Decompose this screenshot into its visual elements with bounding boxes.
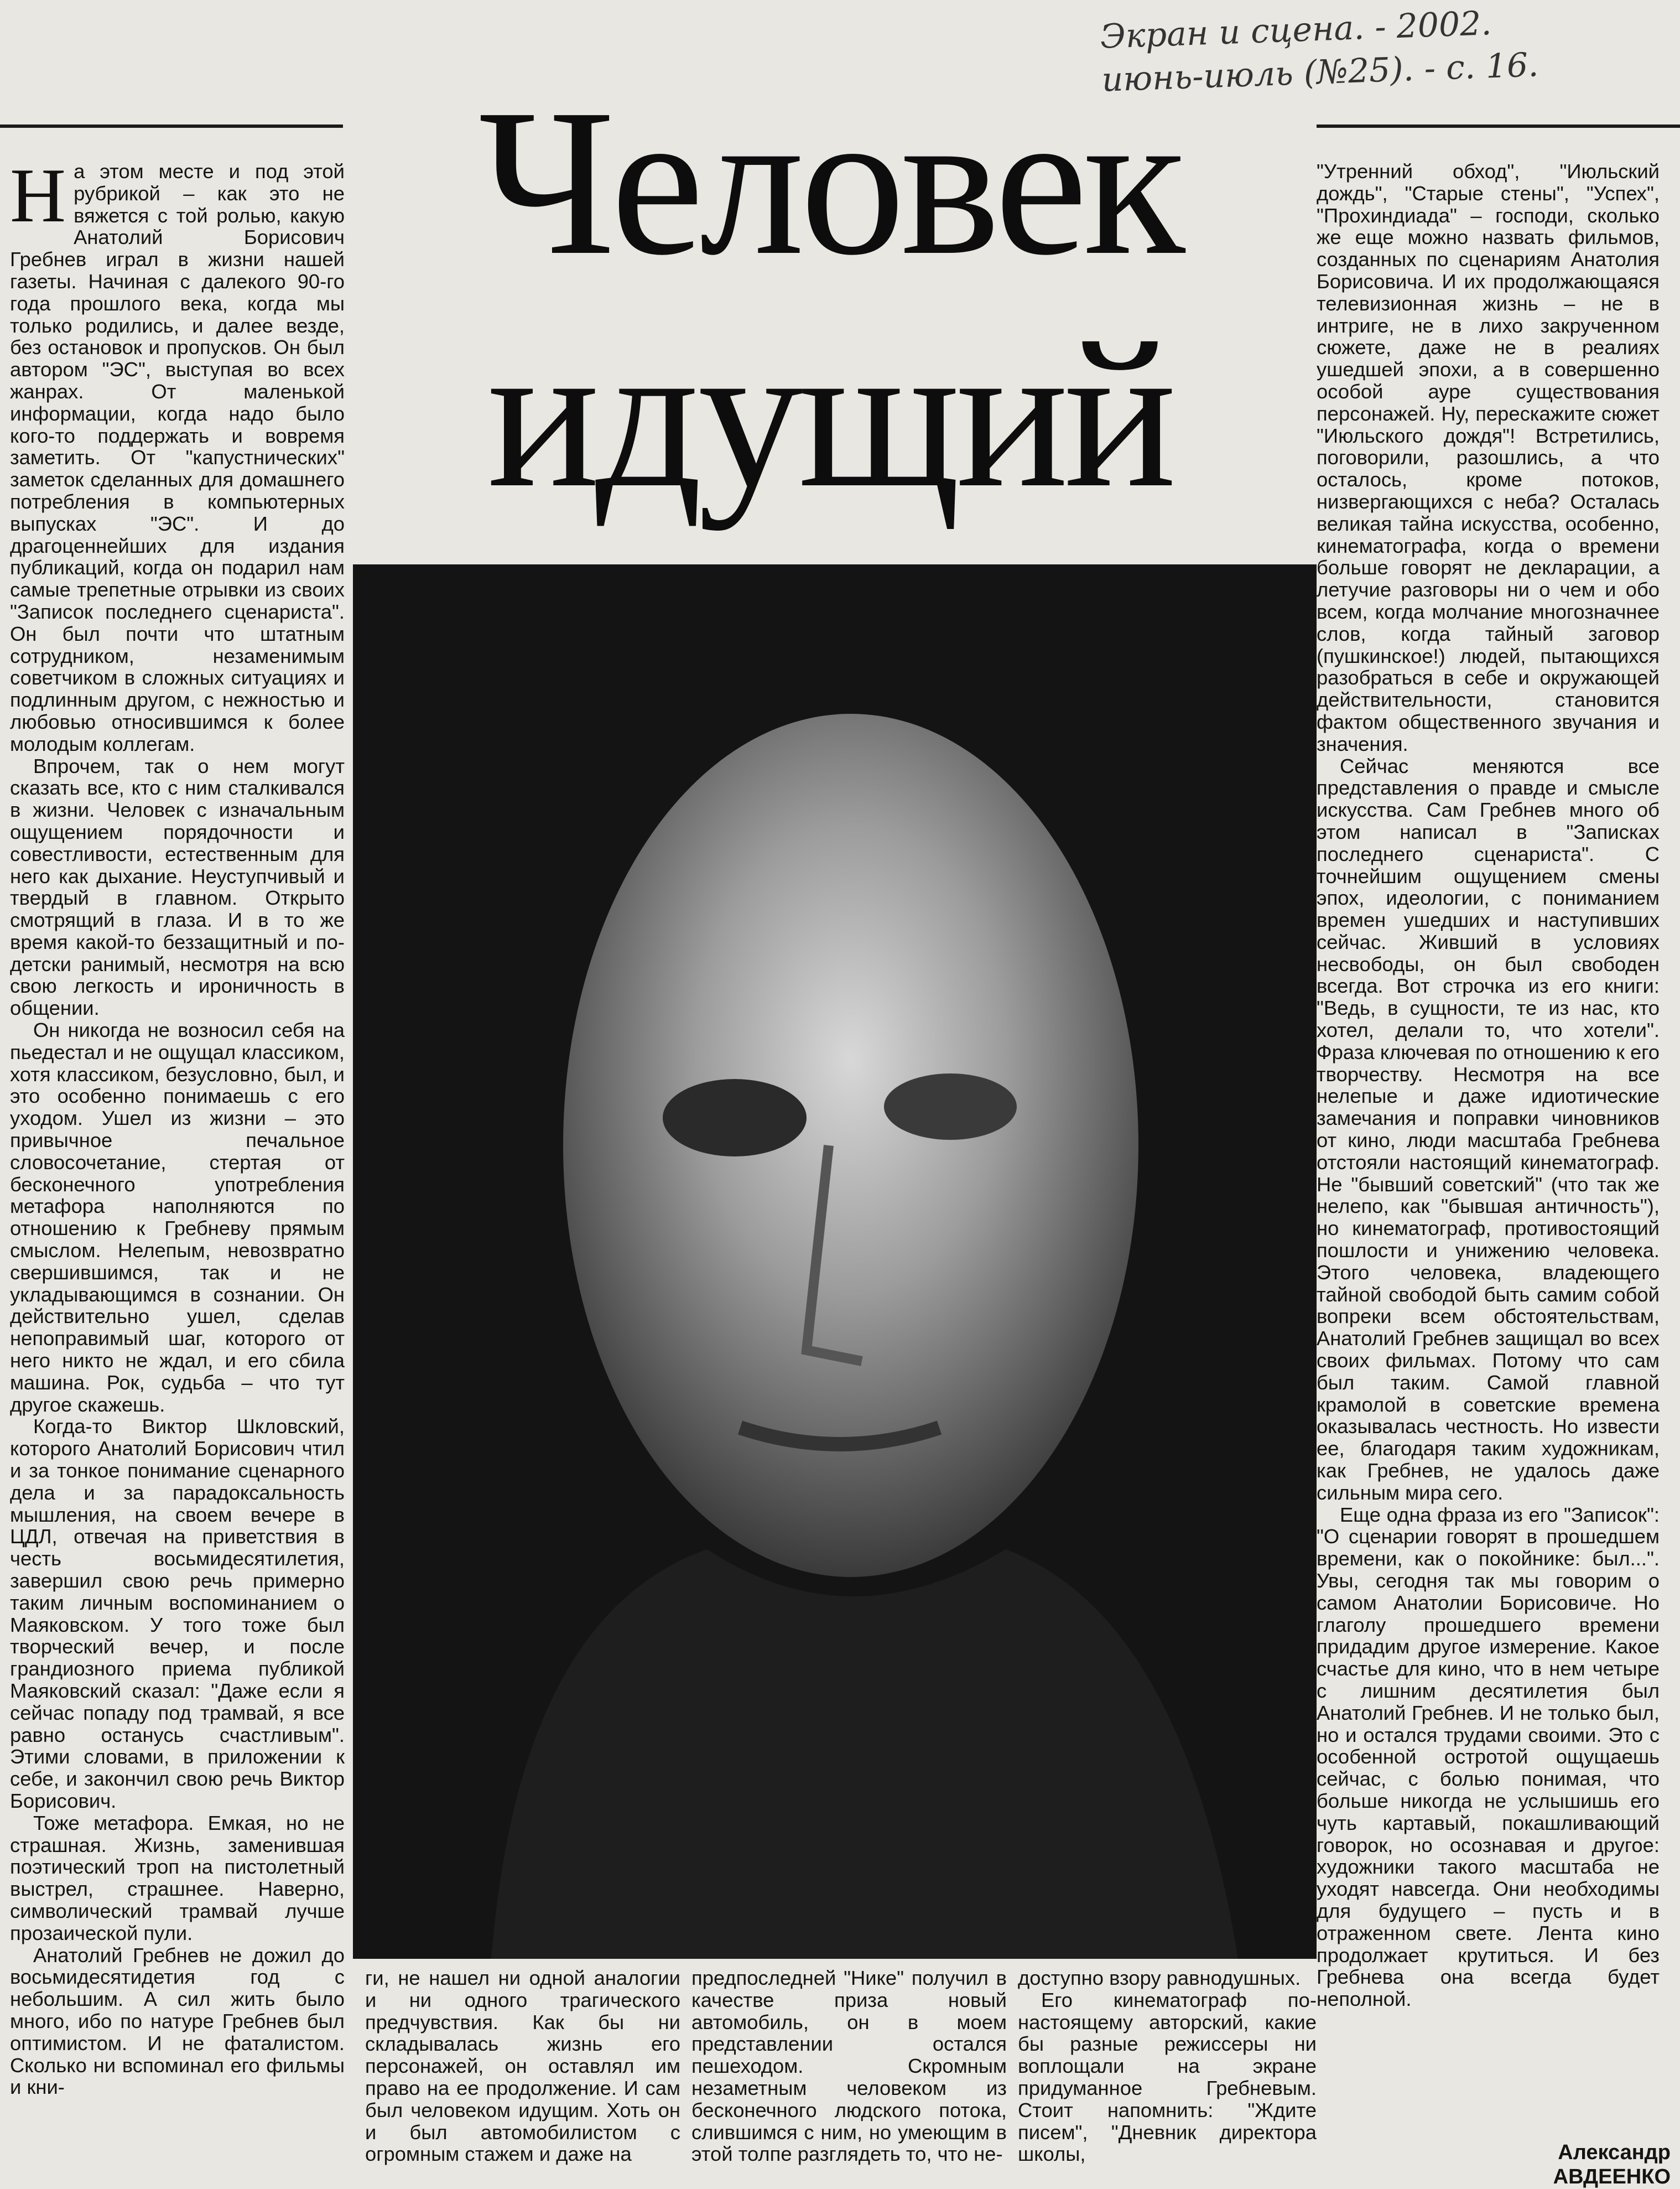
author-byline: Александр АВДЕЕНКО: [1553, 2141, 1671, 2188]
rule-right: [1317, 125, 1680, 128]
paragraph: Его кинематограф по-настоящему авторский, какие бы разные режиссеры ни воплощали на экране придуманное Гребневым. Стоит напомнить: "Ждите писем", "Дневник директора школы,: [1018, 1988, 1317, 2166]
paragraph: Тоже метафора. Емкая, но не страшная. Жизнь, заменившая поэтический троп на пистолетный выстрел, страшнее. Наверно, символический трамвай лучше прозаической пули.: [10, 1811, 345, 1944]
portrait-illustration: [353, 564, 1317, 1959]
paragraph: [10, 160, 345, 755]
paragraph: "Утренний обход", "Июльский дождь", "Старые стены", "Успех", "Прохиндиада" – господи, сколько же еще можно назвать фильмов, созданных по сценариям Анатолия Борисовича. И их продолжающаяся телевизионная жизнь – не в интриге, не в лихо закрученном сюжете, даже не в реалиях ушедшей эпохи, а в совершенно особой ауре существования персонажей. Ну, перескажите сюжет "Июльского дождя"! Встретились, поговорили, разошлись, а что осталось, кроме потоков, низвергающихся с неба? Осталась великая тайна искусства, особенно, кинематографа, когда о времени больше говорят не декларации, а летучие разговоры ни о чем и обо всем, когда молчание многозначнее слов, когда тайный заговор (пушкинское!) людей, пытающихся разобраться в себе и окружающей действительности, становится фактом общественного звучания и значения.: [1317, 160, 1660, 755]
bottom-column-1: [365, 1967, 680, 2166]
paragraph-text: а этом месте и под этой рубрикой – как это не вяжется с той ролью, какую Анатолий Борисович Гребнев играл в жизни нашей газеты. Начиная с далекого 90-го года прошлого века, когда мы только родились, и далее везде, без остановок и пропусков. Он был автором "ЭС", выступая во всех жанрах. От маленькой информации, когда надо было кого-то поддержать и вовремя заметить. От "капустнических" заметок сделанных для домашнего потребления в компьютерных выпусках "ЭС". И до драгоценнейших для издания публикаций, когда он подарил нам самые трепетные отрывки из своих "Записок последнего сценариста". Он был почти что штатным сотрудником, незаменимым советчиком в сложных ситуациях и подлинным другом, с нежностью и любовью относившимся к более молодым коллегам.: [10, 160, 345, 755]
right-text-column: [1317, 160, 1660, 2130]
paragraph: предпоследней "Нике" получил в качестве приза новый автомобиль, он в моем представлении остался пешеходом. Скромным незаметным человеком из бесконечного людского потока, слившимся с ним, но умеющим в этой толпе разглядеть то, что не-: [691, 1967, 1007, 2166]
paragraph: Он никогда не возносил себя на пьедестал и не ощущал классиком, хотя классиком, безусловно, был, и это особенно понимаешь с его уходом. Ушел из жизни – это привычное печальное словосочетание, стертая от бесконечного употребления метафора наполняются по отношению к Гребневу прямым смыслом. Нелепым, невозвратно свершившимся, так и не укладывающимся в сознании. Он действительно ушел, сделав непоправимый шаг, которого от него никто не ждал, и его сбила машина. Рок, судьба – что тут другое скажешь.: [10, 1019, 345, 1416]
bottom-column-3: [1018, 1967, 1317, 2166]
paragraph: Анатолий Гребнев не дожил до восьмидесятидетия год с небольшим. А сил жить было много, ибо по натуре Гребнев был оптимистом. И не фаталистом. Сколько ни вспоминал его фильмы и кни-: [10, 1943, 345, 2099]
paragraph: Когда-то Виктор Шкловский, которого Анатолий Борисович чтил и за тонкое понимание сценарного дела и за парадоксальность мышления, на своем вечере в ЦДЛ, отвечая на приветствия в честь восьмидесятилетия, завершил свою речь примерно таким личным воспоминанием о Маяковском. У того тоже был творческий вечер, и после грандиозного приема публикой Маяковский сказал: "Даже если я сейчас попаду под трамвай, я все равно останусь счастливым". Этими словами, в приложении к себе, и закончил свою речь Виктор Борисович.: [10, 1415, 345, 1812]
handwritten-note-line-2: июнь-июль (№25). - с. 16.: [1101, 45, 1539, 100]
headline-line-1: Человек: [478, 66, 1181, 299]
portrait-photo: [353, 564, 1317, 1959]
bottom-column-2: [691, 1967, 1007, 2166]
paragraph: ги, не нашел ни одной аналогии и ни одного трагического предчувствия. Как бы ни складывалась жизнь его персонажей, он оставлял им право на ее продолжение. И сам был человеком идущим. Хоть он и был автомобилистом с огромным стажем и даже на: [365, 1967, 680, 2166]
article-headline: [360, 66, 1300, 564]
left-text-column: [10, 160, 345, 2164]
paragraph: Еще одна фраза из его "Записок": "О сценарии говорят в прошедшем времени, как о покойнике: был...". Увы, сегодня так мы говорим о самом Анатолии Борисовиче. Но глаголу прошедшего времени придадим другое измерение. Какое счастье для кино, что в нем четыре с лишним десятилетия был Анатолий Гребнев. И не только был, но и остался трудами своими. Это с особенной остротой ощущаешь сейчас, с болью понимая, что больше никогда не услышишь его чуть картавый, покашливающий говорок, но осознавая и другое: художники такого масштаба не уходят навсегда. Они необходимы для будущего – пусть и в отраженном свете. Лента кино продолжает крутиться. И без Гребнева она всегда будет неполной.: [1317, 1503, 1660, 2011]
paragraph: Сейчас меняются все представления о правде и смысле искусства. Сам Гребнев много об этом написал в "Записках последнего сценариста". С точнейшим ощущением смены эпох, идеологии, с пониманием времен ушедших и наступивших сейчас. Живший в условиях несвободы, он был свободен всегда. Вот строчка из его книги: "Ведь, в сущности, те из нас, кто хотел, делали то, что хотели". Фраза ключевая по отношению к его творчеству. Несмотря на все нелепые и даже идиотические замечания и поправки чиновников от кино, люди масштаба Гребнева отстояли настоящий кинематограф. Не "бывший советский" (что так же нелепо, как "бывшая античность"), но кинематограф, противостоящий пошлости и унижению человека. Этого человека, владеющего тайной свободой быть самим собой вопреки всем обстоятельствам, Анатолий Гребнев защищал во всех своих фильмах. Потому что сам был таким. Самой главной крамолой в советские времена оказывалась честность. Но извести ее, благодаря таким художникам, как Гребнев, не удалось даже сильным мира сего.: [1317, 754, 1660, 1504]
drop-cap: Н: [10, 160, 66, 238]
handwritten-note-line-1: Экран и сцена. - 2002.: [1099, 4, 1492, 56]
paragraph: Впрочем, так о нем могут сказать все, кто с ним сталкивался в жизни. Человек с изначальным ощущением порядочности и совестливости, естественным для него как дыхание. Неуступчивый и твердый в главном. Открыто смотрящий в глаза. И в то же время какой-то беззащитный и по-детски ранимый, несмотря на всю свою легкость и ироничность в общении.: [10, 754, 345, 1020]
headline-line-2: идущий: [487, 298, 1173, 531]
rule-left: [0, 125, 343, 128]
paragraph: доступно взору равнодушных.: [1018, 1967, 1301, 1989]
